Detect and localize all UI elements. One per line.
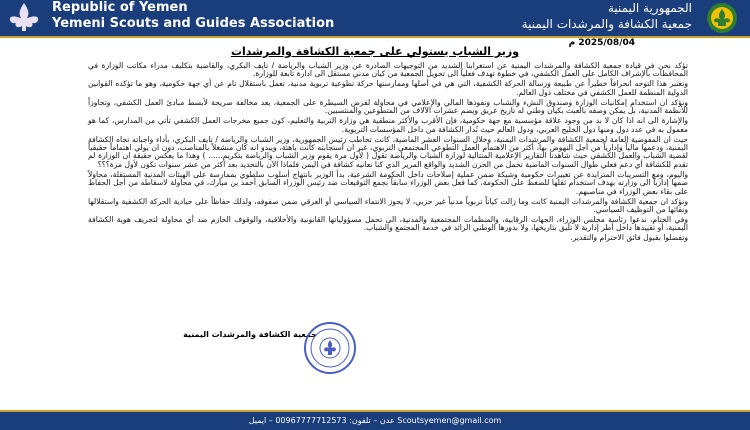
body-paragraph: وفي الختام، ندعوا رئاسة مجلس الوزراء، الجهات الرقابية، والمنظمات المجتمعية والمدنية، الى تحمل مسؤولياتها القانونية والأخلاقية، والوقوف الحازم ضد أي محاولة لتجريف هوية الكشافة اليمنية، أو تقييدها داخل أطر إدارية لا تليق بتاريخها، ولا بدورها الوطني الرائد في خدمة المجتمع والشباب. (88, 215, 688, 233)
right-logo (694, 0, 750, 36)
header-title-ar-line1: الجمهورية اليمنية (607, 1, 692, 15)
header-title-english (52, 0, 452, 32)
body-paragraph: والإشارة الى انه اذا كان لا بد من وجود علاقة مؤسسية مع جهة حكومية، فإن الأقرب والأكثر منطقية هي وزارة التربية والتعليم، كون جميع مخرجات العمل الكشفي تأتي من المدارس، كما هو معمول به في عدد دول ومنها دول الخليج العربي، ودول العالم حيث تُدار الكشافة من داخل المؤسسات التربوية. (88, 116, 688, 134)
document-body (88, 62, 688, 244)
scouts-emblem-icon (694, 0, 750, 36)
document-title: وزير الشباب يستولي على جمعية الكشافة والمرشدات (230, 45, 520, 58)
body-paragraph: تؤكد نحن في قيادة جمعية الكشافة والمرشدات اليمنية عن استغرابنا الشديد من التوجيهات الصادرة عن وزير الشباب والرياضة / نايف البكري، والقاضية بتكليف مدراء مكاتب الوزارة في المحافظات بالإشراف الكامل على العمل الكشفي، في خطوة تهدف فعلياً الى تحويل الجمعية من كيان مدني مستقل الى ادارة تابعة للوزارة. (88, 61, 688, 79)
header-title-arabic (422, 0, 692, 32)
header-divider (0, 36, 750, 38)
official-stamp-icon (302, 320, 358, 376)
header-title-ar-line2: جمعية الكشافة والمرشدات اليمنية (521, 17, 692, 31)
header-title-en-line1: Republic of Yemen (52, 0, 188, 15)
left-logo (0, 0, 48, 36)
body-paragraph: حيث ان المفوضية العامة لجمعية الكشافة والمرشدات اليمنية، وخلال السنوات العشر الماضية، كانت تخاطب رئيس الجمهورية، وزير الشباب والرياضة / نايف البكري، بأداء واجباته تجاه الكشافة اليمنية، ودعمها مالياً وإدارياً من أجل النهوض بها، أكثر من الاهتمام العمل التطوعي المجتمعي التربوي، غير ان استجابته كانت باهتة، ويبدو انه كان منشغلاً بالمناصب، دون ان يولي اهتماماً حقيقياً لقضية الشباب والعمل الكشفي حيث شاهدنا التقارير الإعلامية المتتالية لوزارة الشباب والرياضة تقول ( لأول مرة يقوم وزير الشباب والرياضة بتكريم...... ) وهذا ما يعكس حقيقة ان الوزارة لم تقدم للكشافة أي دعم فعلي طوال السنوات الماضية تحمل من الحزن الشديد والواقع المرير الذي كنا نعانيه كشافة في اليمن فلماذا الآن بالتحديد بعد أكثر من عشر سنوات تكون لأول مرة؟؟؟ (88, 134, 688, 169)
body-paragraph: ونؤكد ان استخدام إمكانيات الوزارة وصندوق النشء والشباب ونفوذها المالي والإعلامي في محاولة لفرض السيطرة على الجمعية، يعد مخالفة صريحة لأبسط مبادئ العمل الكشفي، وتجاوزاً للأنظمة المدنية، بل يمكن وصفه بالعبث بكيان وطني له تاريخ عريق ويضم عشرات الآلاف من المتطوعين والمنتسبين. (88, 97, 688, 116)
signature-block: جمعية الكشافة والمرشدات اليمنية (183, 330, 317, 339)
body-paragraph: ونعتبر هذا التوجه انحرافاً خطيراً عن طبيعة ورسالة الحركة الكشفية، التي هي في أصلها وممارستها حركة تطوعية تربوية مدنية، تعمل باستقلال تام عن أي جهة حكومية، وهو ما تؤكده القوانين الدولية المنظمة للعمل الكشفي في مختلف دول العالم. (88, 79, 688, 97)
body-paragraph: وتفضلوا بقبول فائق الاحترام والتقدير. (570, 233, 688, 243)
body-paragraph: ونؤكد ان جمعية الكشافة والمرشدات اليمنية كانت وما زالت كياناً تربوياً مدنياً غير حزبي، لا يجوز الانتماء السياسي أو العرقي ضمن صفوفه، ولذلك حفاظاً على حيادية الحركة الكشفية واستقلالها ونقائها من التوظيف السياسي. (88, 196, 688, 215)
body-paragraph: واليوم، ومع التسريبات المتزايدة عن تغييرات حكومية وشيكة ضمن عملية إصلاحات داخل الحكومة الشرعية، بدأ الوزير بانتهاج أسلوب سلطوي بممارسة على الهيئات المدنية المستقلة، محاولاً ضمها إدارياً الى وزارته بهدف استخدام ثقلها للضغط على الحكومة، كما فعل بعض الوزراء سابقاً بجمع التوقيعات ضد رئيس الوزراء السابق أحمد بن مبارك، في محاولة لاسقاطه من أجل الحفاظ على بقاء بعض الوزراء في مناصبهم. (88, 169, 688, 196)
header-title-en-line2: Yemeni Scouts and Guides Association (52, 16, 335, 31)
footer-contact: عدن – تلفون: 00967777712573 – ايميل Scoutsyemen@gmail.com (0, 412, 750, 430)
fleur-de-lis-icon (0, 0, 48, 36)
document-date: 2025/08/04 م (568, 38, 635, 48)
